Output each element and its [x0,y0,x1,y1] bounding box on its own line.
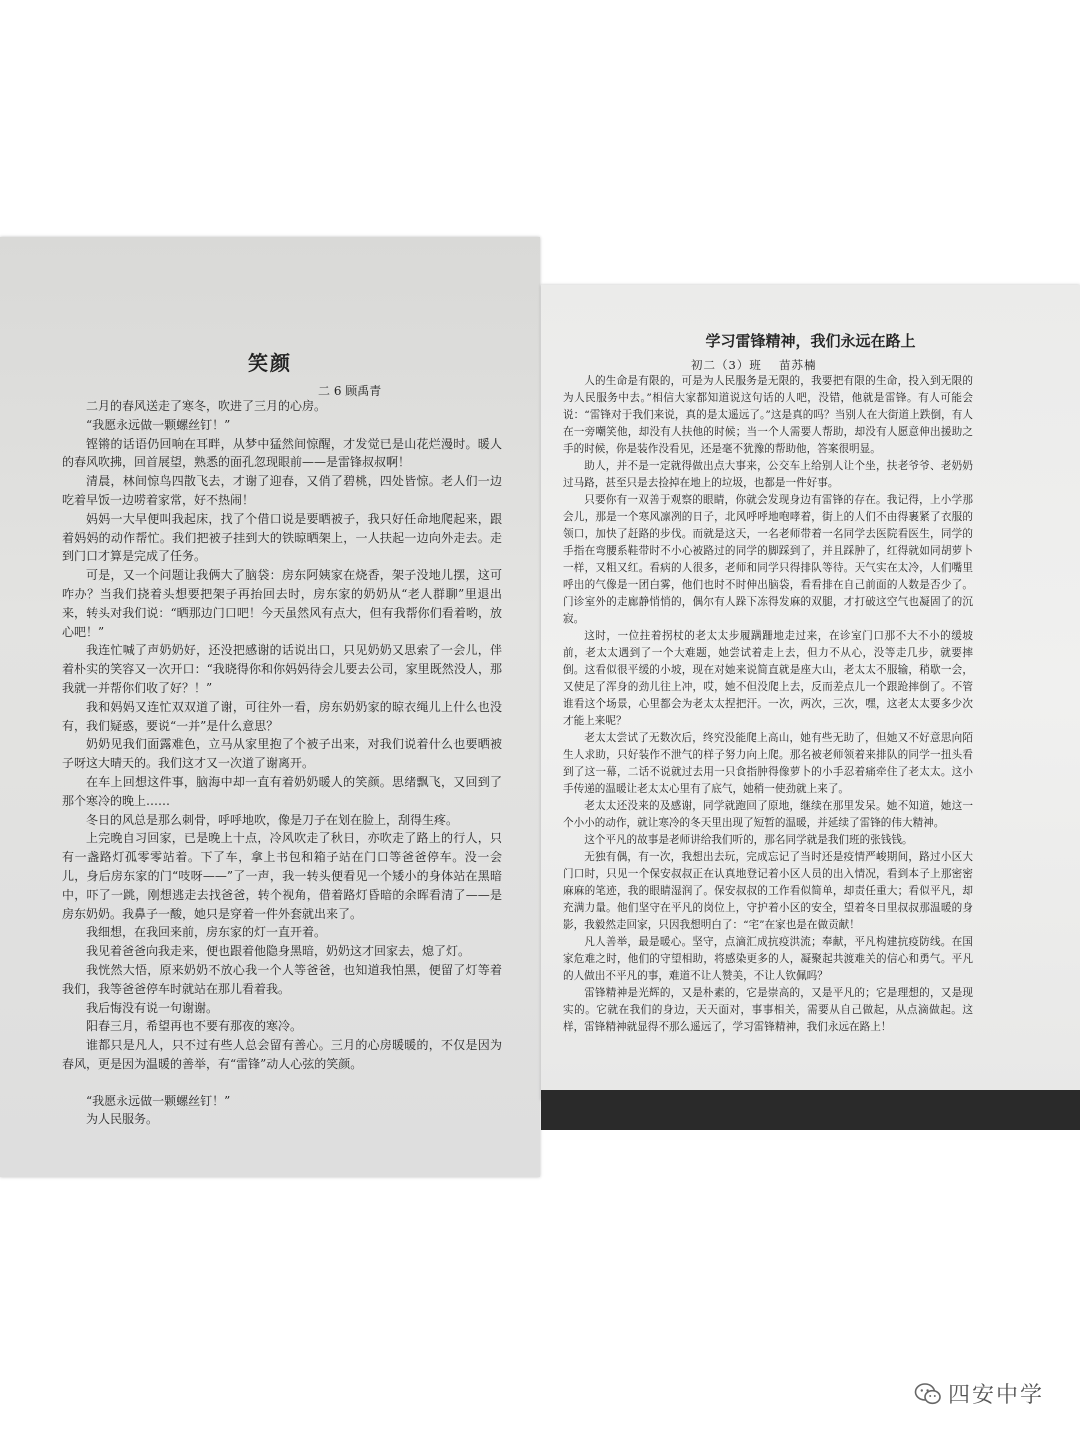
paragraph: 凡人善举，最是暖心。坚守，点滴汇成抗疫洪流；奉献，平凡构建抗疫防线。在国家危难之时，他们的守望相助，将感染更多的人，凝聚起共渡难关的信心和勇气。平凡的人做出不平凡的事，难道不让人赞美，不让人钦佩吗？ [563,936,973,982]
watermark-text: 四安中学 [947,1383,1044,1408]
paragraph: 只要你有一双善于观察的眼睛，你就会发现身边有雷锋的存在。我记得，上小学那会儿，那是一个寒风凛冽的日子，北风呼呼地咆哮着，街上的人们不由得裹紧了衣服的领口，加快了赶路的步伐。而就是这天，一名老师带着一名同学去医院看医生，同学的手指在弯腰系鞋带时不小心被路过的同学的脚踩到了，并且踩肿了，红得就如同胡萝卜一样，又粗又红。看病的人很多，老师和同学只得排队等待。天气实在太冷，人们嘴里呼出的气像是一团白雾，他们也时不时伸出脑袋，看看排在自己前面的人数是否少了。门诊室外的走廊静悄悄的，偶尔有人跺下冻得发麻的双腿，才打破这空气也凝固了的沉寂。 [563,494,973,625]
left-essay-title: 笑颜 [248,351,292,375]
left-essay-author: 二 6 顾禹青 [318,384,382,398]
right-essay-page [541,285,1080,1100]
paragraph: “我愿永远做一颗螺丝钉！” [86,417,231,432]
paragraph: 我后悔没有说一句谢谢。 [86,1000,219,1015]
closing-line: 为人民服务。 [86,1112,159,1127]
paragraph: 雷锋精神是光辉的，又是朴素的，它是崇高的，又是平凡的；它是理想的，又是现实的。它就在我们的身边，天天面对，事事相关，需要从自己做起，从点滴做起。这样，雷锋精神就显得不那么遥远了，学习雷锋精神，我们永远在路上！ [563,987,973,1033]
paragraph: 我连忙喊了声奶奶好，还没把感谢的话说出口，只见奶奶又思索了一会儿，伴着朴实的笑容又一次开口：“我晓得你和你妈妈待会儿要去公司，家里既然没人，那我就一并帮你们收了好？！” [62,643,502,695]
paragraph: 在车上回想这件事，脑海中却一直有着奶奶暖人的笑颜。思绪飘飞，又回到了那个寒冷的晚上…… [62,774,502,808]
right-essay-byline: 初二（3）班 苗苏楠 [691,358,817,372]
right-essay-body [563,373,973,1036]
paragraph: 人的生命是有限的，可是为人民服务是无限的，我要把有限的生命，投入到无限的为人民服务中去。”相信大家都知道说这句话的人吧，没错，他就是雷锋。有人可能会说：“雷锋对于我们来说，真的是太遥远了。”这是真的吗？当别人在大街道上跌倒，有人在一旁嘲笑他，却没有人扶他的时候；当一个人需要人帮助，却没有人愿意伸出援助之手的时候，你是装作没看见，还是毫不犹豫的帮助他，答案很明显。 [563,375,973,455]
paragraph: 谁都只是凡人，只不过有些人总会留有善心。三月的心房暖暖的，不仅是因为春风，更是因为温暖的善举，有“雷锋”动人心弦的笑颜。 [62,1038,502,1071]
paragraph: 这个平凡的故事是老师讲给我们听的，那名同学就是我们班的张钱钱。 [584,834,913,846]
paragraph: 奶奶见我们面露难色，立马从家里抱了个被子出来，对我们说着什么也要晒被子呀这大晴天的。我们这才又一次道了谢离开。 [62,737,502,771]
paragraph: 冬日的风总是那么刺骨，呼呼地吹，像是刀子在划在脸上，刮得生疼。 [86,812,459,827]
left-essay-body [62,397,502,1129]
paragraph: 老太太还没来的及感谢，同学就跑回了原地，继续在那里发呆。她不知道，她这一个小小的动作，就让寒冷的冬天里出现了短暂的温暖，并延续了雷锋的伟大精神。 [563,800,973,829]
left-essay-page [0,237,540,1177]
paragraph: 无独有偶，有一次，我想出去玩，完成忘记了当时还是疫情严峻期间，路过小区大门口时，只见一个保安叔叔正在认真地登记着小区人员的出入情况，看到本子上那密密麻麻的笔迹，我的眼睛湿润了。保安叔叔的工作看似简单，却责任重大；看似平凡，却充满力量。他们坚守在平凡的岗位上，守护着小区的安全，望着冬日里叔叔那温暖的身影，我毅然走回家，只因我想明白了：“宅”在家也是在做贡献！ [563,851,973,931]
paragraph: 可是，又一个问题让我俩大了脑袋：房东阿姨家在烧香，架子没地儿摆，这可咋办？当我们挠着头想要把架子再抬回去时，房东家的奶奶从“老人群聊”里退出来，转头对我们说：“晒那边门口吧！今天虽然风有点大，但有我帮你们看着哟，放心吧！” [62,568,502,639]
paragraph: 我恍然大悟，原来奶奶不放心我一个人等爸爸，也知道我怕黑，便留了灯等着我们，我等爸爸停车时就站在那儿看着我。 [62,962,502,996]
paragraph: 我和妈妈又连忙双双道了谢，可往外一看，房东奶奶家的晾衣绳儿上什么也没有，我们疑惑，要说“一并”是什么意思？ [62,699,502,733]
paragraph: 这时，一位拄着拐杖的老太太步履蹒跚地走过来，在诊室门口那不大不小的缓坡前，老太太遇到了一个大难题，她尝试着走上去，但力不从心，没等走几步，就要摔倒。这看似很平缓的小坡，现在对她来说简直就是座大山，老太太不服输，稍歇一会，又使足了浑身的劲儿往上冲，哎，她不但没爬上去，反而差点儿一个跟跄摔倒了。不管谁看这个场景，心里都会为老太太捏把汗。一次，两次，三次，嘿，这老太太要多少次才能上来呢？ [563,630,973,727]
desk-background [541,1090,1080,1130]
closing-quote: “我愿永远做一颗螺丝钉！” [86,1093,231,1108]
paragraph: 铿锵的话语仍回响在耳畔，从梦中猛然间惊醒，才发觉已是山花烂漫时。暖人的春风吹拂，回首展望，熟悉的面孔忽现眼前——是雷锋叔叔啊！ [62,436,502,470]
account-watermark [914,1378,1044,1409]
paragraph: 助人，并不是一定就得做出点大事来，公交车上给别人让个坐，扶老爷爷、老奶奶过马路，甚至只是去捡掉在地上的垃圾，也都是一件好事。 [563,460,973,489]
paragraph: 我细想，在我回来前，房东家的灯一直开着。 [86,925,327,940]
wechat-icon [914,1382,942,1406]
paragraph: 阳春三月，希望再也不要有那夜的寒冷。 [86,1019,303,1034]
right-essay-title: 学习雷锋精神，我们永远在路上 [705,332,916,350]
paragraph: 清晨，林间惊鸟四散飞去，才谢了迎春，又俏了碧桃，四处皆惊。老人们一边吃着早饭一边唠着家常，好不热闹！ [62,474,502,507]
paragraph: 二月的春风送走了寒冬，吹进了三月的心房。 [86,399,327,413]
paragraph: 我见着爸爸向我走来，便也跟着他隐身黑暗，奶奶这才回家去，熄了灯。 [86,944,471,959]
paragraph: 老太太尝试了无数次后，终究没能爬上高山，她有些无助了，但她又不好意思向陌生人求助，只好装作不泄气的样子努力向上爬。那名被老师领着来排队的同学一扭头看到了这一幕，二话不说就过去用一只食指肿得像萝卜的小手忍着痛牵住了老太太。这小手传递的温暖让老太太心里有了底气，她稍一使劲就上来了。 [563,732,973,795]
paragraph: 上完晚自习回家，已是晚上十点，冷风吹走了秋日，亦吹走了路上的行人，只有一盏路灯孤零零站着。下了车，拿上书包和箱子站在门口等爸爸停车。没一会儿，身后房东家的门“吱呀——”了一声，我一转头便看见一个矮小的身体站在黑暗中，吓了一跳，刚想逃走去找爸爸，转个视角，借着路灯昏暗的余晖看清了——是房东奶奶。我鼻子一酸，她只是穿着一件外套就出来了。 [62,831,502,921]
paragraph: 妈妈一大早便叫我起床，找了个借口说是要晒被子，我只好任命地爬起来，跟着妈妈的动作帮忙。我们把被子挂到大的铁晾晒架上，一人扶起一边向外走去。走到门口才算是完成了任务。 [62,511,502,564]
